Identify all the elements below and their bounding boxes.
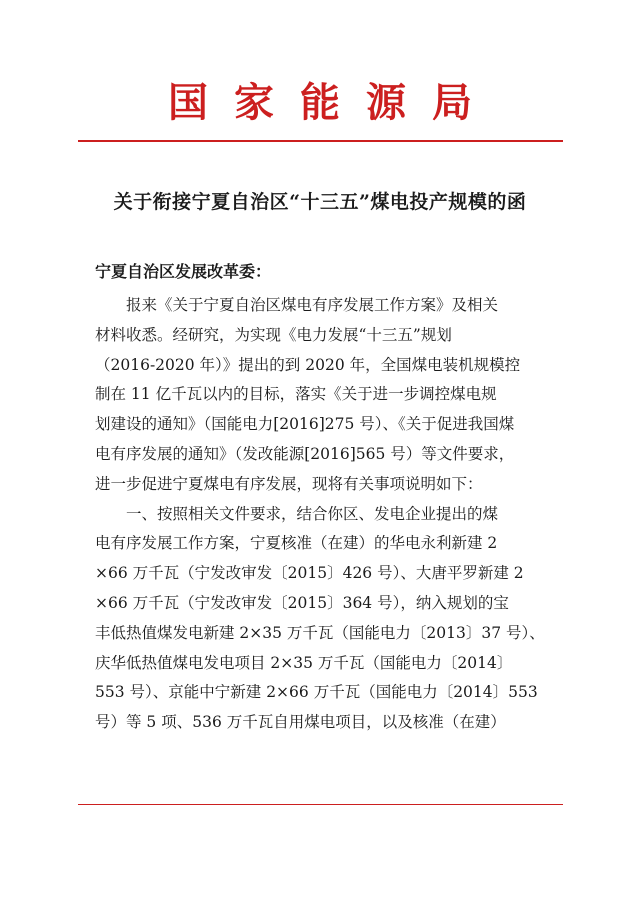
body-line: 材料收悉。经研究，为实现《电力发展“十三五”规划 bbox=[95, 325, 452, 344]
document-title: 关于衔接宁夏自治区“十三五”煤电投产规模的函 bbox=[113, 191, 527, 213]
body-line: 报来《关于宁夏自治区煤电有序发展工作方案》及相关 bbox=[95, 296, 499, 314]
body-line: 庆华低热值煤电发电项目 2×35 万千瓦（国能电力〔2014〕 bbox=[95, 653, 513, 672]
body-line: 划建设的通知》（国能电力[2016]275 号）、《关于促进我国煤 bbox=[95, 415, 515, 434]
footer-divider bbox=[78, 804, 563, 805]
body-line: 电有序发展工作方案，宁夏核准（在建）的华电永利新建 2 bbox=[95, 534, 498, 553]
recipient: 宁夏自治区发展改革委： bbox=[95, 262, 272, 281]
body-line: 553 号）、京能中宁新建 2×66 万千瓦（国能电力〔2014〕553 bbox=[95, 683, 538, 702]
body-line: 制在 11 亿千瓦以内的目标，落实《关于进一步调控煤电规 bbox=[95, 385, 497, 404]
body-line: （2016-2020 年）》提出的到 2020 年，全国煤电装机规模控 bbox=[95, 355, 521, 374]
body-line: 丰低热值煤发电新建 2×35 万千瓦（国能电力〔2013〕37 号）、 bbox=[95, 623, 545, 642]
letter-body bbox=[95, 291, 551, 738]
body-line: 号）等 5 项、536 万千瓦自用煤电项目，以及核准（在建） bbox=[95, 713, 506, 732]
letterhead-divider bbox=[78, 140, 563, 142]
body-line: ×66 万千瓦（宁发改审发〔2015〕364 号），纳入规划的宝 bbox=[95, 593, 509, 612]
body-line: 一、按照相关文件要求，结合你区、发电企业提出的煤 bbox=[95, 504, 499, 523]
agency-letterhead: 国家能源局 bbox=[168, 79, 498, 126]
body-line: ×66 万千瓦（宁发改审发〔2015〕426 号）、大唐平罗新建 2 bbox=[95, 564, 524, 583]
body-line: 电有序发展的通知》（发改能源[2016]565 号）等文件要求， bbox=[95, 444, 515, 463]
body-line: 进一步促进宁夏煤电有序发展，现将有关事项说明如下： bbox=[95, 474, 483, 493]
